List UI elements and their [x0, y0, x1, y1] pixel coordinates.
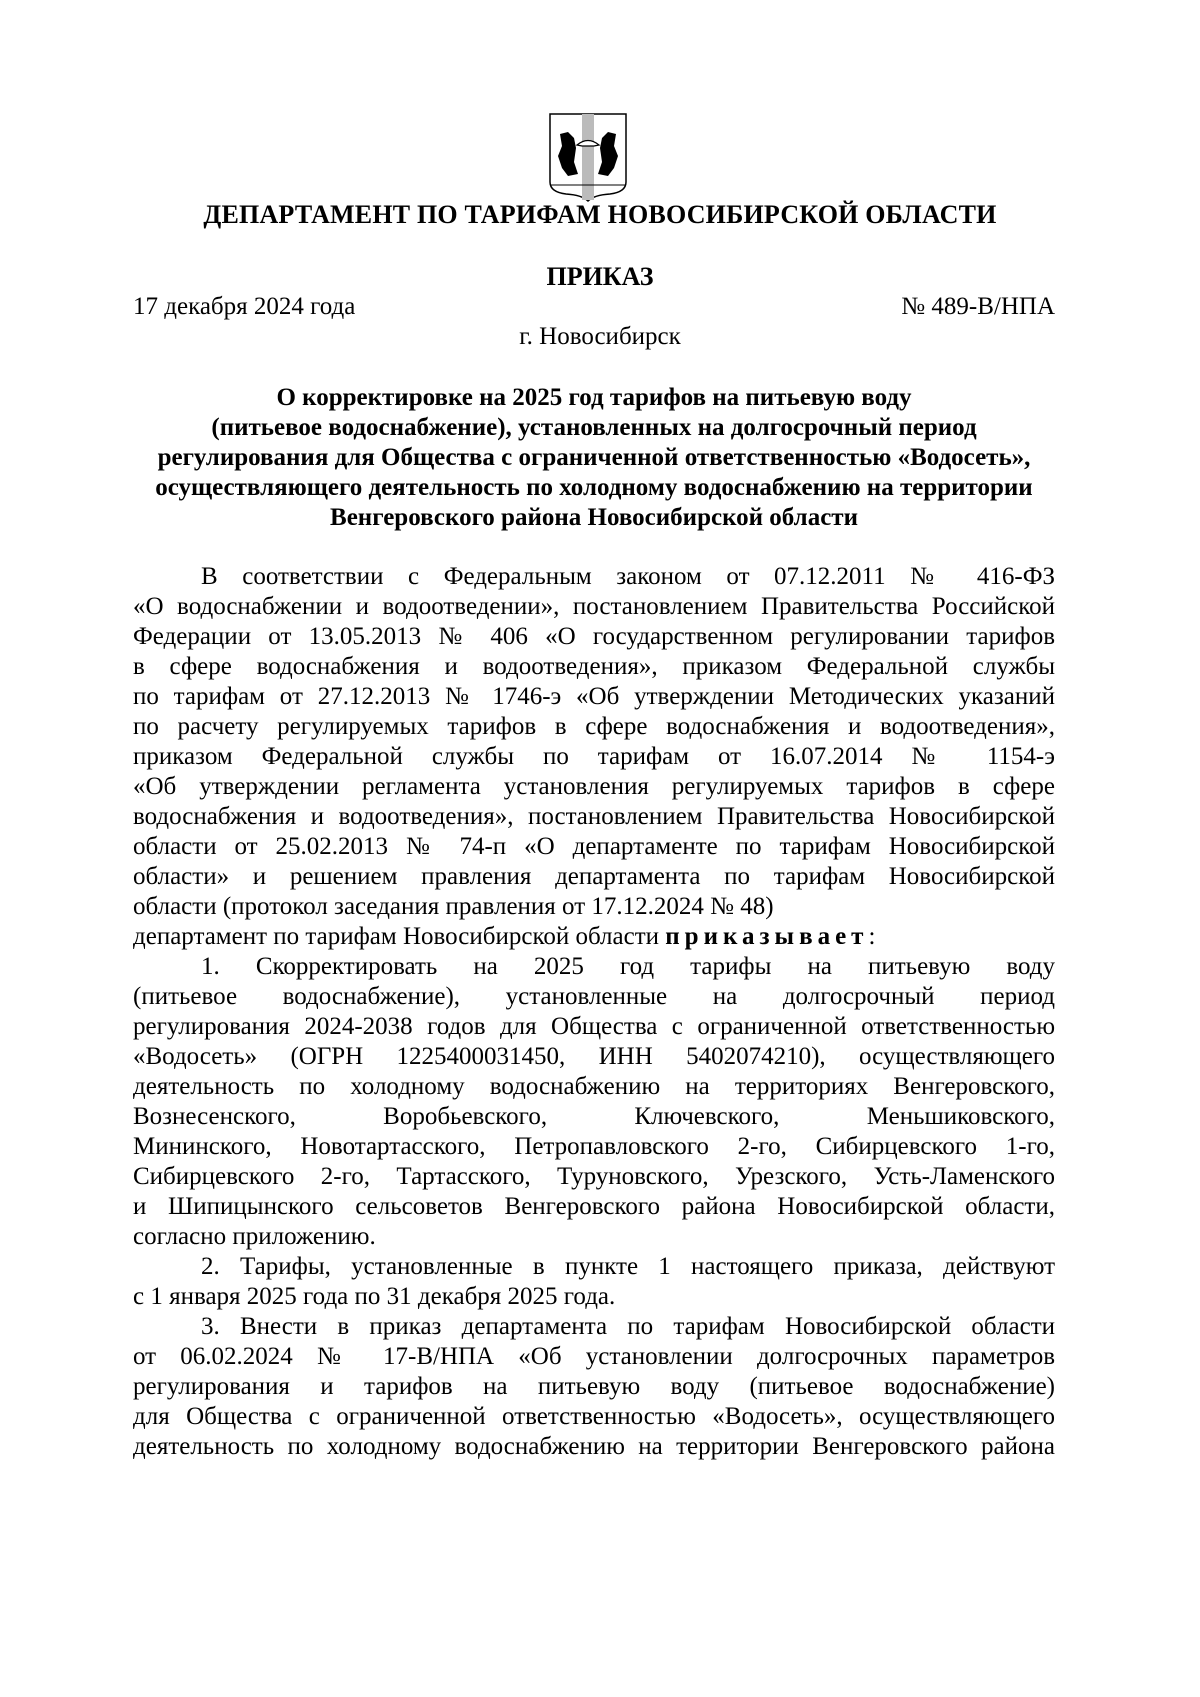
- document-type: ПРИКАЗ: [546, 262, 654, 291]
- body-line-text: и Шипицынского сельсоветов Венгеровского района Новосибирской области,: [133, 1193, 1055, 1220]
- body-line: [133, 1432, 1055, 1462]
- body-line: [133, 652, 1055, 682]
- colon: :: [868, 923, 876, 950]
- body-line-text: водоснабжения и водоотведения», постановлением Правительства Новосибирской: [133, 803, 1055, 830]
- body-line: [133, 682, 1055, 712]
- body-line-text: Вознесенского, Воробьевского, Ключевского, Меньшиковского,: [133, 1103, 1055, 1130]
- body-line-text: департамент по тарифам Новосибирской области: [133, 923, 666, 950]
- order-word: приказывает: [665, 923, 869, 950]
- body-line-text: от 06.02.2024 № 17-В/НПА «Об установлении долгосрочных параметров: [133, 1343, 1055, 1370]
- body-line-text: области (протокол заседания правления от 17.12.2024 № 48): [133, 893, 774, 920]
- body-line: [133, 1252, 1055, 1282]
- body-line-text: области» и решением правления департамента по тарифам Новосибирской: [133, 863, 1055, 890]
- body-line-text: по расчету регулируемых тарифов в сфере водоснабжения и водоотведения»,: [133, 713, 1055, 740]
- body-line: [133, 1042, 1055, 1072]
- body-line: [133, 1402, 1055, 1432]
- body-line-text: 1. Скорректировать на 2025 год тарифы на питьевую воду: [201, 953, 1055, 980]
- body-line-text: согласно приложению.: [133, 1223, 376, 1250]
- body-line-text: (питьевое водоснабжение), установленные на долгосрочный период: [133, 983, 1055, 1010]
- body-line: [133, 1372, 1055, 1402]
- body-line: [133, 1012, 1055, 1042]
- body-line: [133, 802, 1055, 832]
- body-line: [133, 862, 1055, 892]
- coat-of-arms-emblem: [548, 112, 628, 202]
- body-line: [133, 772, 1055, 802]
- order-title: [133, 383, 1055, 533]
- body-line: [133, 1132, 1055, 1162]
- body-line: [133, 952, 1055, 982]
- body-line: [133, 982, 1055, 1012]
- body-line-text: области от 25.02.2013 № 74-п «О департаменте по тарифам Новосибирской: [133, 833, 1055, 860]
- body-line-text: Мининского, Новотартасского, Петропавловского 2-го, Сибирцевского 1-го,: [133, 1133, 1055, 1160]
- body-line: [133, 1102, 1055, 1132]
- body-line: [133, 1072, 1055, 1102]
- body-line: [133, 1222, 1055, 1252]
- body-line-text: В соответствии с Федеральным законом от 07.12.2011 № 416-ФЗ: [201, 563, 1055, 590]
- body-line: [133, 622, 1055, 652]
- city: г. Новосибирск: [519, 323, 681, 350]
- title-line: осуществляющего деятельность по холодному водоснабжению на территории: [155, 474, 1033, 501]
- body-line-text: «Об утверждении регламента установления регулируемых тарифов в сфере: [133, 773, 1055, 800]
- body-line-text: деятельность по холодному водоснабжению на территории Венгеровского района: [133, 1433, 1055, 1460]
- body-line: [133, 742, 1055, 772]
- body-line-text: 3. Внести в приказ департамента по тарифам Новосибирской области: [201, 1313, 1055, 1340]
- body-line: [133, 1342, 1055, 1372]
- body-line-text: в сфере водоснабжения и водоотведения», приказом Федеральной службы: [133, 653, 1055, 680]
- body-line-text: «О водоснабжении и водоотведении», постановлением Правительства Российской: [133, 593, 1055, 620]
- body-line-text: приказом Федеральной службы по тарифам от 16.07.2014 № 1154-э: [133, 743, 1055, 770]
- body-line-text: регулирования и тарифов на питьевую воду (питьевое водоснабжение): [133, 1373, 1055, 1400]
- body-line: [133, 892, 1055, 922]
- body-line: [133, 712, 1055, 742]
- body-line-text: «Водосеть» (ОГРН 1225400031450, ИНН 5402074210), осуществляющего: [133, 1043, 1055, 1070]
- body-line-text: для Общества с ограниченной ответственностью «Водосеть», осуществляющего: [133, 1403, 1055, 1430]
- title-line: Венгеровского района Новосибирской области: [330, 504, 858, 531]
- title-line: О корректировке на 2025 год тарифов на питьевую воду: [276, 384, 912, 411]
- body-line: [133, 1312, 1055, 1342]
- order-number: № 489-В/НПА: [901, 293, 1055, 320]
- body-line-text: Сибирцевского 2-го, Тартасского, Туруновского, Урезского, Усть-Ламенского: [133, 1163, 1055, 1190]
- body-line: [133, 1192, 1055, 1222]
- title-line: (питьевое водоснабжение), установленных на долгосрочный период: [211, 414, 977, 441]
- body-line-text: 2. Тарифы, установленные в пункте 1 настоящего приказа, действуют: [201, 1253, 1055, 1280]
- order-body: [133, 562, 1055, 1462]
- body-line-text: по тарифам от 27.12.2013 № 1746-э «Об утверждении Методических указаний: [133, 683, 1055, 710]
- body-line: [133, 562, 1055, 592]
- body-line-text: регулирования 2024-2038 годов для Общества с ограниченной ответственностью: [133, 1013, 1055, 1040]
- body-line-text: деятельность по холодному водоснабжению на территориях Венгеровского,: [133, 1073, 1055, 1100]
- body-line: [133, 592, 1055, 622]
- body-line-text: с 1 января 2025 года по 31 декабря 2025 года.: [133, 1283, 616, 1310]
- body-line-text: Федерации от 13.05.2013 № 406 «О государственном регулировании тарифов: [133, 623, 1055, 650]
- department-name: ДЕПАРТАМЕНТ ПО ТАРИФАМ НОВОСИБИРСКОЙ ОБЛАСТИ: [203, 200, 997, 229]
- order-date: 17 декабря 2024 года: [133, 293, 356, 320]
- body-line: [133, 922, 1055, 952]
- body-line: [133, 832, 1055, 862]
- body-line: [133, 1162, 1055, 1192]
- body-line: [133, 1282, 1055, 1312]
- title-line: регулирования для Общества с ограниченной ответственностью «Водосеть»,: [157, 444, 1031, 471]
